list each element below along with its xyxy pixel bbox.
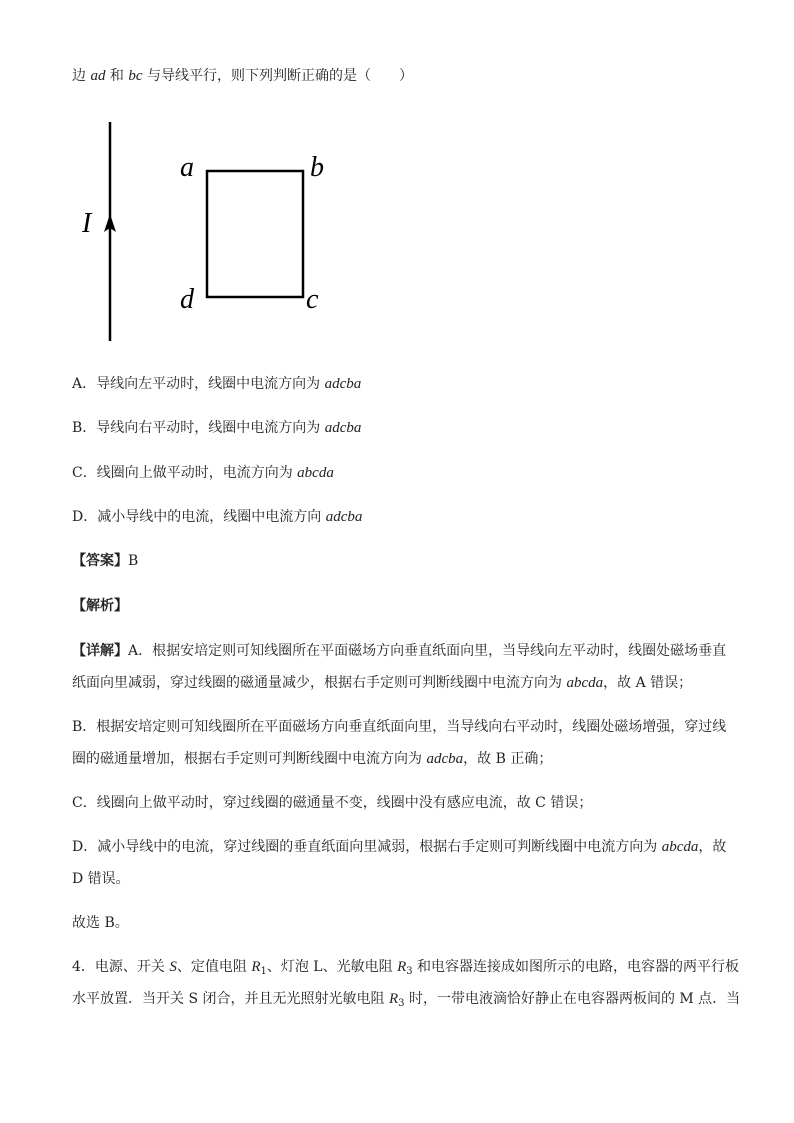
answer-value: B (128, 553, 139, 569)
corner-d-label: d (180, 284, 194, 315)
question-intro: 边 ad 和 bc 与导线平行，则下列判断正确的是（ ） (72, 68, 413, 84)
detail-d-line2: D 错误。 (72, 871, 130, 887)
detail-a-line2: 纸面向里减弱，穿过线圈的磁通量减少，根据右手定则可判断线圈中电流方向为 abcda，故 A 错误； (72, 675, 693, 691)
detail-d-line1: D．减小导线中的电流，穿过线圈的垂直纸面向里减弱，根据右手定则可判断线圈中电流方向为 abcda，故 (72, 839, 727, 855)
detail-b-line2: 圈的磁通量增加，根据右手定则可判断线圈中电流方向为 adcba，故 B 正确； (72, 751, 553, 767)
q4-line1: 4．电源、开关 S、定值电阻 $R_1$、灯泡 L、光敏电阻 $R_3$ 和电容器连接成如图所示的电路，电容器的两平行板 (72, 959, 740, 977)
conclusion-line: 故选 B。 (72, 915, 129, 931)
detail-b-line1: B．根据安培定则可知线圈所在平面磁场方向垂直纸面向里，当导线向右平动时，线圈处磁场增强，穿过线 (72, 719, 727, 735)
option-b: B．导线向右平动时，线圈中电流方向为 adcba (72, 420, 362, 436)
q4-line2: 水平放置．当开关 S 闭合，并且无光照射光敏电阻 $R_3$ 时，一带电液滴恰好静止在电容器两板间的 M 点．当 (72, 991, 741, 1009)
answer-label: 【答案】 (72, 553, 128, 569)
wire-loop-figure (70, 110, 350, 350)
coil-loop (207, 171, 303, 297)
corner-b-label: b (310, 152, 324, 183)
analysis-label: 【解析】 (72, 598, 128, 614)
corner-a-label: a (180, 152, 194, 183)
option-c: C．线圈向上做平动时，电流方向为 abcda (72, 465, 334, 481)
detail-c-line: C．线圈向上做平动时，穿过线圈的磁通量不变，线圈中没有感应电流，故 C 错误； (72, 795, 593, 811)
detail-a-line1: 【详解】A．根据安培定则可知线圈所在平面磁场方向垂直纸面向里，当导线向左平动时，线圈处磁场垂直 (72, 643, 727, 659)
option-d: D．减小导线中的电流，线圈中电流方向 adcba (72, 509, 363, 525)
option-a: A．导线向左平动时，线圈中电流方向为 adcba (72, 376, 362, 392)
current-label: I (82, 208, 92, 239)
answer-line (72, 551, 138, 571)
corner-c-label: c (306, 284, 319, 315)
